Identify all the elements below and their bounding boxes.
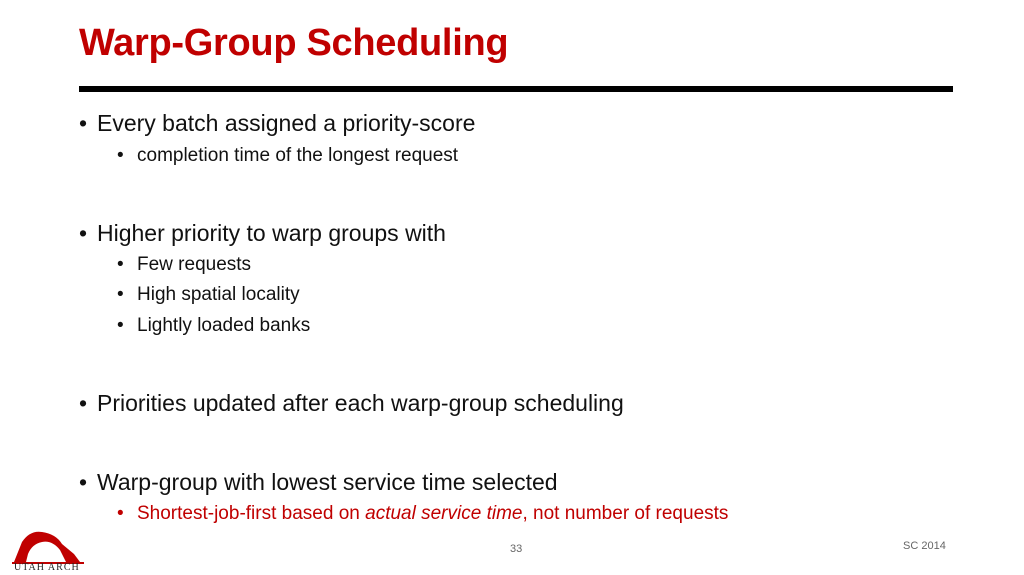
bullet-dot: •: [117, 284, 124, 305]
bullet-2: [79, 220, 446, 247]
logo-text: UTAH ARCH: [14, 562, 80, 573]
bullet-2-sub-3-text: Lightly loaded banks: [137, 315, 311, 336]
slide-title: Warp-Group Scheduling: [79, 22, 509, 64]
bullet-2-sub-1-text: Few requests: [137, 254, 252, 275]
page-number: 33: [510, 543, 523, 555]
bullet-2-sub-1: [117, 254, 251, 276]
title-divider: [79, 86, 953, 92]
bullet-1: [79, 110, 475, 137]
bullet-dot: •: [79, 469, 88, 495]
bullet-4-sub-italic: actual service time: [365, 503, 523, 524]
bullet-dot: •: [79, 220, 88, 246]
bullet-4-sub-before: Shortest-job-first based on: [137, 503, 366, 524]
bullet-dot: •: [117, 145, 124, 166]
bullet-dot: •: [117, 503, 124, 524]
bullet-dot: •: [117, 254, 124, 275]
bullet-1-sub-1: [117, 145, 458, 167]
bullet-4-text: Warp-group with lowest service time selected: [97, 469, 558, 495]
bullet-4: [79, 469, 558, 496]
bullet-2-text: Higher priority to warp groups with: [97, 220, 446, 246]
bullet-3: [79, 390, 624, 417]
bullet-2-sub-3: [117, 315, 310, 337]
bullet-dot: •: [79, 390, 88, 416]
bullet-1-text: Every batch assigned a priority-score: [97, 110, 476, 136]
footer-label: SC 2014: [903, 540, 946, 552]
bullet-dot: •: [79, 110, 88, 136]
bullet-4-sub-after: , not number of requests: [522, 503, 729, 524]
bullet-1-sub-1-text: completion time of the longest request: [137, 145, 459, 166]
bullet-3-text: Priorities updated after each warp-group scheduling: [97, 390, 624, 416]
bullet-2-sub-2-text: High spatial locality: [137, 284, 300, 305]
bullet-dot: •: [117, 315, 124, 336]
bullet-2-sub-2: [117, 284, 300, 306]
bullet-4-sub-1: [117, 503, 728, 525]
